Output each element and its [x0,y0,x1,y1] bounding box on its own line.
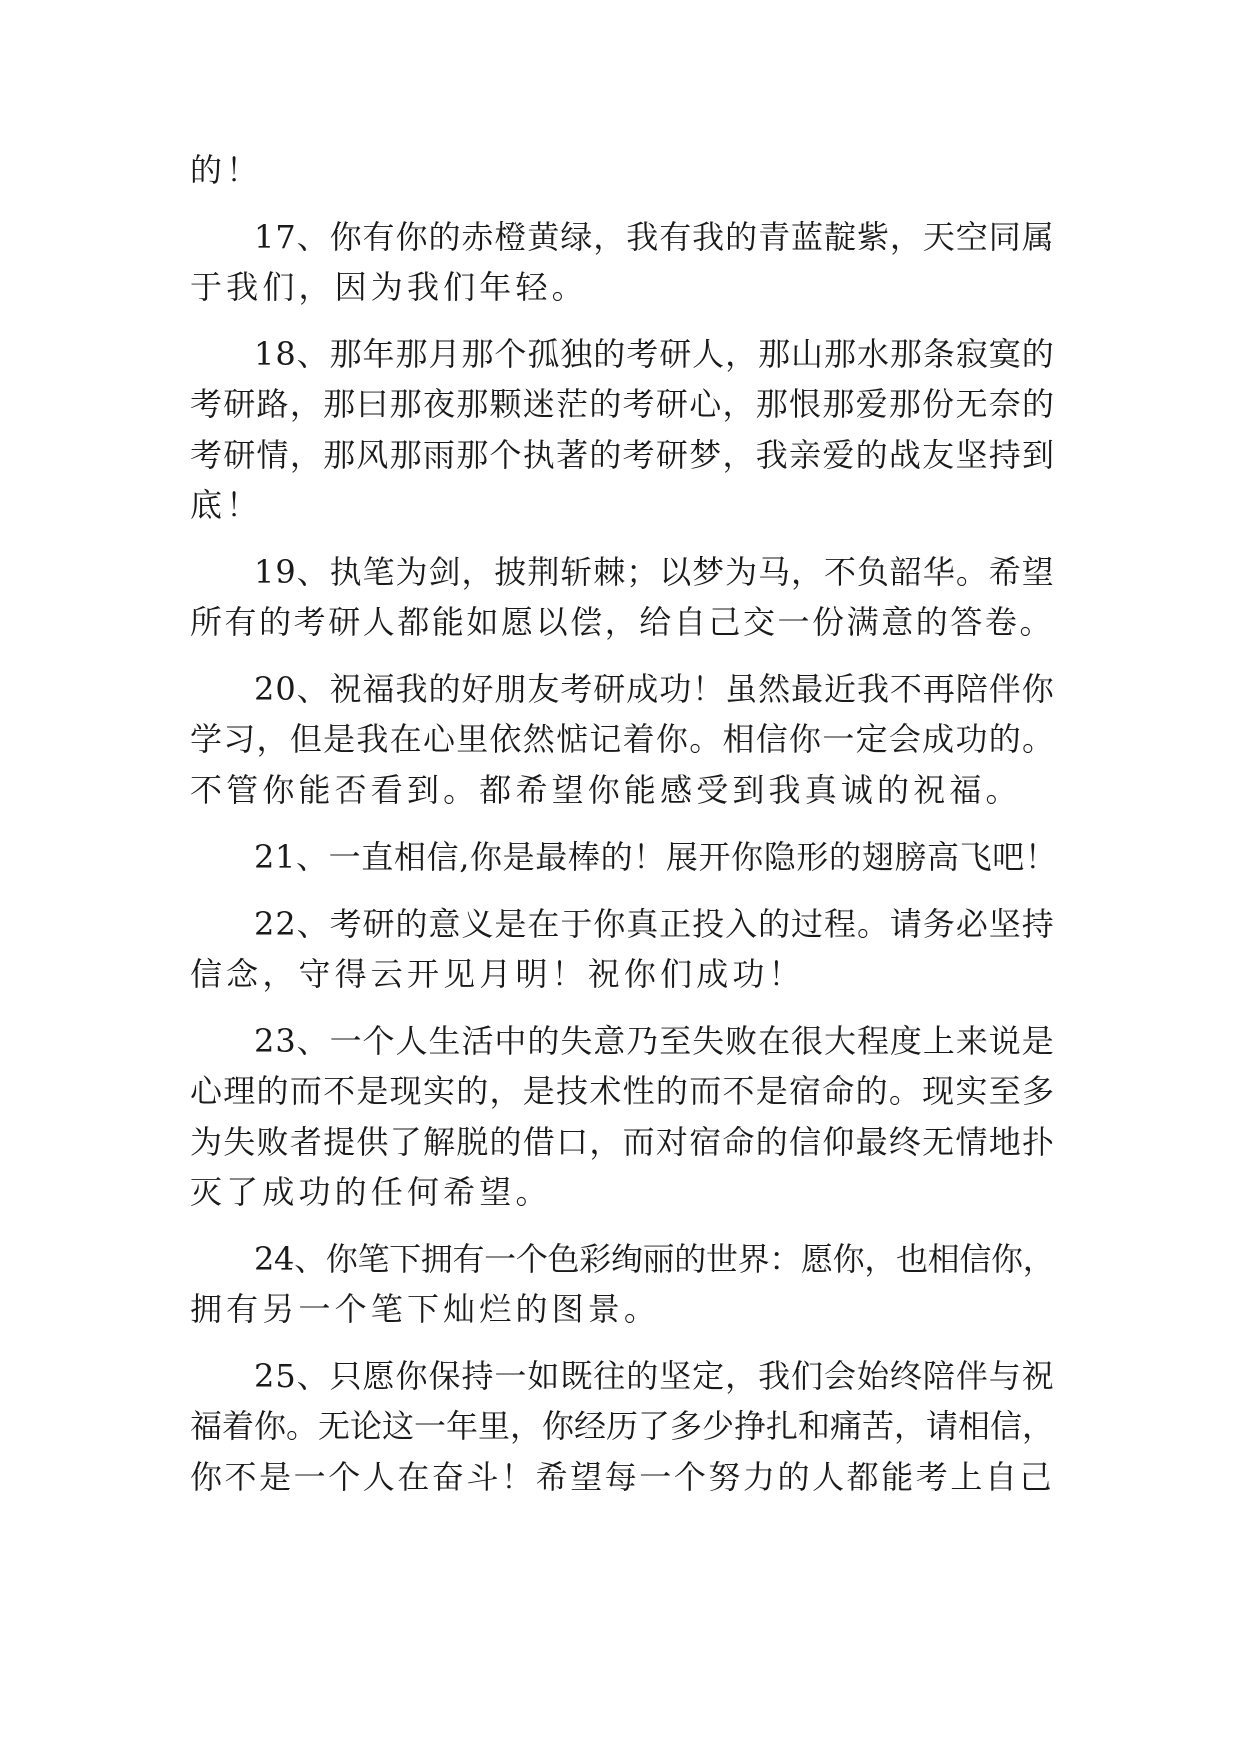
text-line: 灭了成功的任何希望。 [190,1173,552,1211]
text-line: 福着你。无论这一年里，你经历了多少挣扎和痛苦，请相信， [190,1407,1055,1445]
text-line: 18、那年那月那个孤独的考研人，那山那水那条寂寞的 [254,335,1055,373]
text-line: 所有的考研人都能如愿以偿，给自己交一份满意的答卷。 [190,603,1055,641]
text-line: 19、执笔为剑，披荆斩棘；以梦为马，不负韶华。希望 [254,553,1055,591]
text-line: 底！ [190,486,263,524]
text-line: 23、一个人生活中的失意乃至失败在很大程度上来说是 [254,1022,1055,1060]
text-line: 考研情，那风那雨那个执著的考研梦，我亲爱的战友坚持到 [190,436,1056,474]
text-line: 22、考研的意义是在于你真正投入的过程。请务必坚持 [254,905,1055,943]
text-line: 心理的而不是现实的，是技术性的而不是宿命的。现实至多 [190,1072,1056,1110]
text-line: 学习，但是我在心里依然惦记着你。相信你一定会成功的。 [190,720,1056,758]
text-line: 信念，守得云开见月明！祝你们成功！ [190,955,805,993]
text-line: 的！ [190,151,263,189]
text-line: 于我们，因为我们年轻。 [190,268,588,306]
text-line: 你不是一个人在奋斗！希望每一个努力的人都能考上自己 [190,1458,1055,1496]
text-line: 25、只愿你保持一如既往的坚定，我们会始终陪伴与祝 [254,1357,1055,1395]
text-line: 24、你笔下拥有一个色彩绚丽的世界：愿你，也相信你， [254,1240,1055,1278]
text-line: 21、一直相信,你是最棒的！展开你隐形的翅膀高飞吧！ [254,838,1058,876]
text-line: 20、祝福我的好朋友考研成功！虽然最近我不再陪伴你 [254,670,1055,708]
text-line: 为失败者提供了解脱的借口，而对宿命的信仰最终无情地扑 [190,1123,1056,1161]
text-line: 拥有另一个笔下灿烂的图景。 [190,1290,661,1328]
text-line: 不管你能否看到。都希望你能感受到我真诚的祝福。 [190,771,1022,809]
text-line: 17、你有你的赤橙黄绿，我有我的青蓝靛紫，天空同属 [254,218,1055,256]
text-line: 考研路，那曰那夜那颗迷茫的考研心，那恨那爱那份无奈的 [190,385,1056,423]
